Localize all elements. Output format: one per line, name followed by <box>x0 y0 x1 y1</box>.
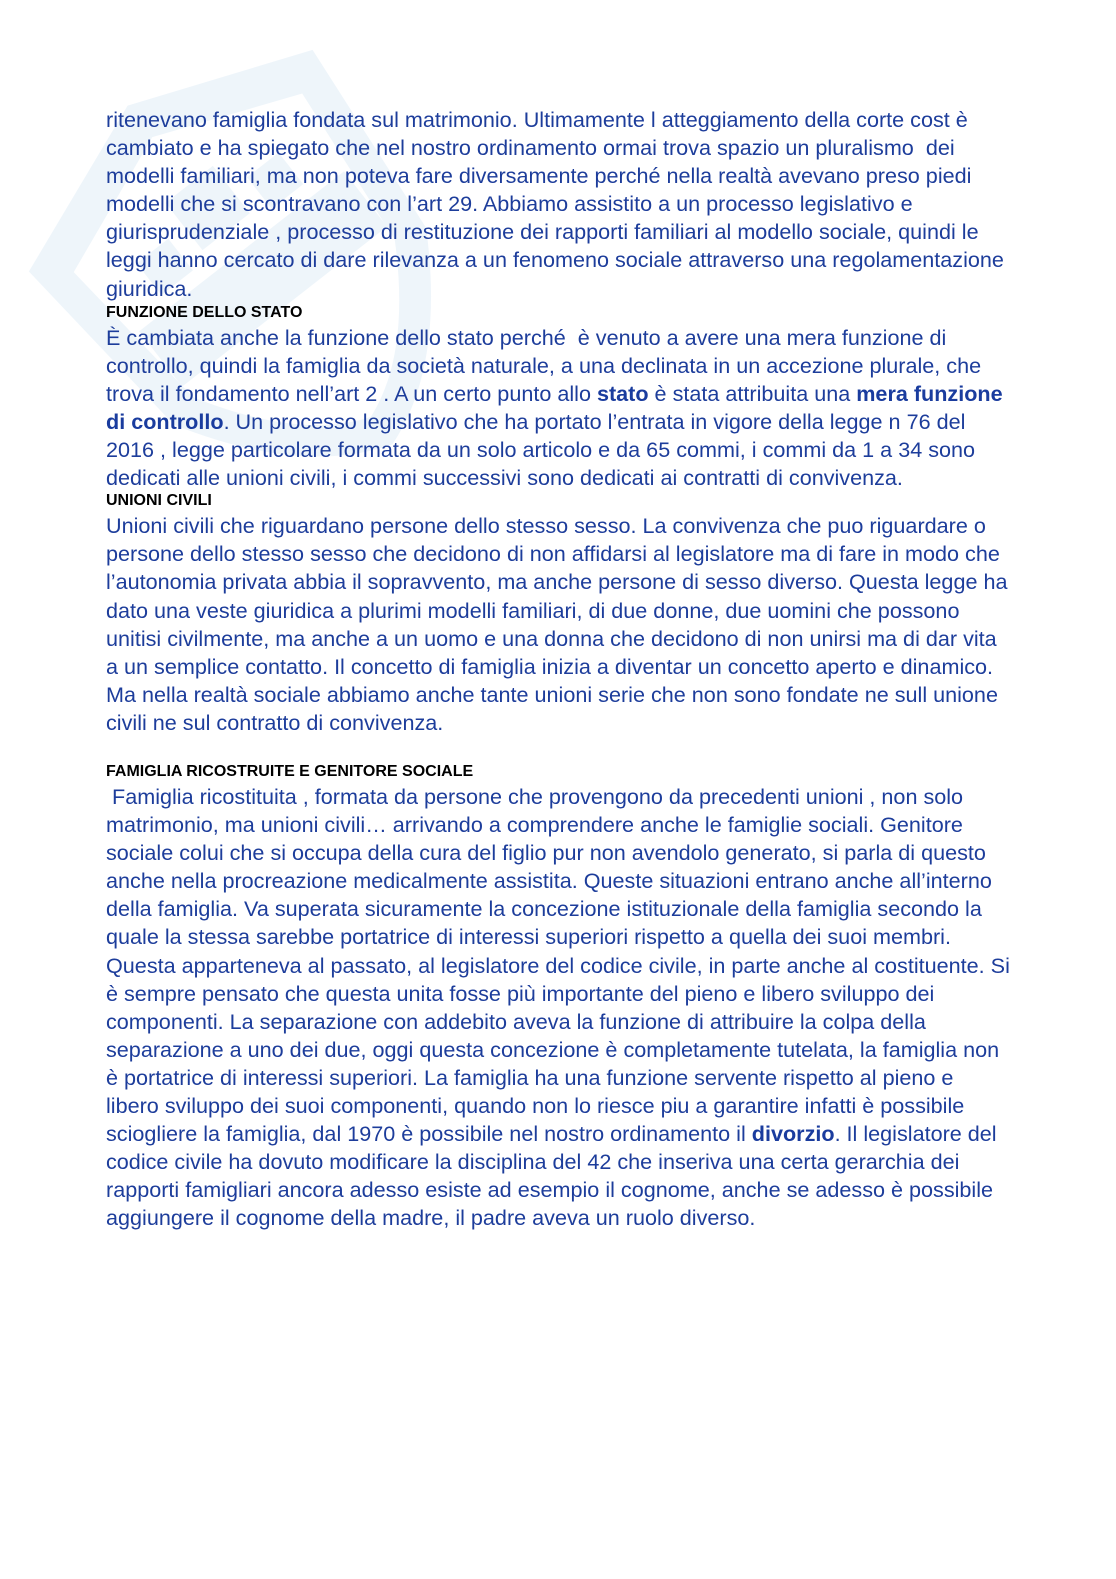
bold-mera-funzione: mera funzione di controllo <box>106 380 1009 434</box>
text-run: . Un processo legislativo che ha portato l’entrata in vigore della legge n 76 del 2016 , legge particolare formata da un solo articolo e da 65 commi, i commi da 1 a 34 sono dedicati alle unioni civili, i commi successivi sono dedicati ai contratti di convivenza. <box>106 408 982 491</box>
text-run: Unioni civili che riguardano persone dello stesso sesso. La convivenza che puo riguardare o persone dello stesso sesso che decidono di non affidarsi al legislatore ma di fare in modo che l’autonomia privata abbia il sopravvento, ma anche persone di sesso diverso. Questa legge ha dato una veste giuridica a plurimi modelli familiari, di due donne, due uomini che possono unitisi civilmente, ma anche a un uomo e una donna che decidono di non unirsi ma di dar vita a un semplice contatto. Il concetto di famiglia inizia a diventar un concetto aperto e dinamico. Ma nella realtà sociale abbiamo anche tante unioni serie che non sono fondate ne sull unione civili ne sul contratto di convivenza. <box>106 513 1014 735</box>
bold-divorzio: divorzio <box>751 1121 835 1147</box>
section-heading-unioni-civili: UNIONI CIVILI <box>106 492 212 510</box>
intro-text: ritenevano famiglia fondata sul matrimonio. Ultimamente l atteggiamento della corte cost è cambiato e ha spiegato che nel nostro ordinamento ormai trova spazio un pluralismo dei modelli familiari, ma non poteva fare diversamente perché nella realtà avevano preso piedi modelli che si scontravano con l’art 29. Abbiamo assistito a un processo legislativo e giurisprudenziale , processo di restituzione dei rapporti familiari al modello sociale, quindi le leggi hanno cercato di dare rilevanza a un fenomeno sociale attraverso una regolamentazione giuridica. <box>106 107 1010 301</box>
document-page <box>106 106 1016 1232</box>
bold-stato: stato <box>596 380 649 406</box>
text-run: è stata attribuita una <box>648 380 857 406</box>
funzione-dello-stato-paragraph <box>106 324 1011 493</box>
unioni-civili-paragraph <box>106 512 1014 737</box>
famiglia-ricostruite-paragraph <box>106 783 1016 1233</box>
text-run: Famiglia ricostituita , formata da persone che provengono da precedenti unioni , non solo matrimonio, ma unioni civili… arrivando a comprendere anche le famiglie sociali. Genitore sociale colui che si occupa della cura del figlio pur non avendolo generato, si parla di questo anche nella procreazione medicalmente assistita. Queste situazioni entrano anche all’interno della famiglia. Va superata sicuramente la concezione istituzionale della famiglia secondo la quale la stessa sarebbe portatrice di interessi superiori rispetto a quella dei suoi membri. Questa apparteneva al passato, al legislatore del codice civile, in parte anche al costituente. Si è sempre pensato che questa unita fosse più importante del pieno e libero sviluppo dei componenti. La separazione con addebito aveva la funzione di attribuire la colpa della separazione a uno dei due, oggi questa concezione è completamente tutelata, la famiglia non è portatrice di interessi superiori. La famiglia ha una funzione servente rispetto al pieno e libero sviluppo dei suoi componenti, quando non lo riesce piu a garantire infatti è possibile sciogliere la famiglia, dal 1970 è possibile nel nostro ordinamento il <box>106 783 1016 1147</box>
intro-paragraph <box>106 106 1011 303</box>
section-heading-famiglia-ricostruite: FAMIGLIA RICOSTRUITE E GENITORE SOCIALE <box>106 762 474 780</box>
text-run: È cambiata anche la funzione dello stato perché è venuto a avere una mera funzione di controllo, quindi la famiglia da società naturale, a una declinata in un accezione plurale, che trova il fondamento nell’art 2 . A un certo punto allo <box>106 324 988 406</box>
section-heading-funzione-dello-stato: FUNZIONE DELLO STATO <box>106 303 303 321</box>
text-run: . Il legislatore del codice civile ha dovuto modificare la disciplina del 42 che inseriva una certa gerarchia dei rapporti famigliari ancora adesso esiste ad esempio il cognome, anche se adesso è possibile aggiungere il cognome della madre, il padre aveva un ruolo diverso. <box>106 1121 1003 1231</box>
